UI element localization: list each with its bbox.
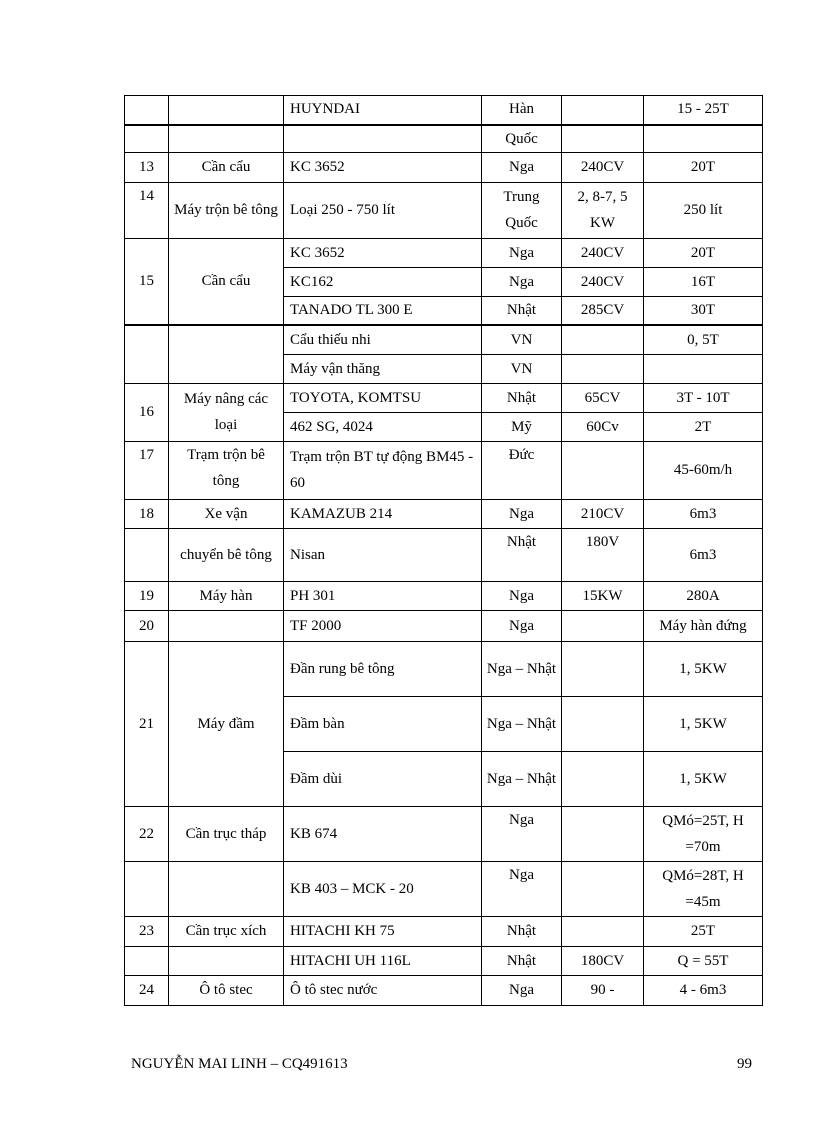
- power: [562, 916, 644, 946]
- capacity: 0, 5T: [644, 325, 763, 354]
- power: 240CV: [562, 238, 644, 267]
- capacity: 250 lít: [644, 182, 763, 238]
- equipment-name: Máy vận thăng: [284, 354, 482, 383]
- row-number: 22: [125, 806, 169, 861]
- capacity: 1, 5KW: [644, 696, 763, 751]
- equipment-name: TANADO TL 300 E: [284, 296, 482, 325]
- origin: VN: [482, 325, 562, 354]
- equipment-name: Đần rung bê tông: [284, 641, 482, 696]
- origin: Nga: [482, 861, 562, 916]
- origin: Nhật: [482, 296, 562, 325]
- power: [562, 96, 644, 125]
- origin: Nga: [482, 267, 562, 296]
- origin: Nga: [482, 499, 562, 528]
- capacity: 15 - 25T: [644, 96, 763, 125]
- equipment-type: Xe vận: [169, 499, 284, 528]
- equipment-type: Máy hàn: [169, 581, 284, 610]
- equipment-type: [169, 125, 284, 153]
- equipment-name: Trạm trộn BT tự động BM45 - 60: [284, 441, 482, 499]
- table-row: [125, 441, 763, 499]
- equipment-name: Nisan: [284, 528, 482, 581]
- row-number: [125, 96, 169, 125]
- origin: Đức: [482, 441, 562, 499]
- capacity: 6m3: [644, 499, 763, 528]
- table-row: [125, 528, 763, 581]
- power: 240CV: [562, 267, 644, 296]
- power: 210CV: [562, 499, 644, 528]
- equipment-type: Cần cẩu: [169, 238, 284, 325]
- power: 65CV: [562, 383, 644, 412]
- equipment-name: TOYOTA, KOMTSU: [284, 383, 482, 412]
- origin: Nga: [482, 610, 562, 641]
- equipment-type: Cần trục tháp: [169, 806, 284, 861]
- origin: Nhật: [482, 383, 562, 412]
- capacity: [644, 354, 763, 383]
- equipment-name: PH 301: [284, 581, 482, 610]
- row-number: 14: [125, 182, 169, 238]
- power: 180CV: [562, 946, 644, 975]
- row-number: 23: [125, 916, 169, 946]
- origin: Nga – Nhật: [482, 696, 562, 751]
- equipment-type: Máy nâng các loại: [169, 383, 284, 441]
- equipment-name: HUYNDAI: [284, 96, 482, 125]
- equipment-type: [169, 610, 284, 641]
- row-number: 15: [125, 238, 169, 325]
- capacity: 45-60m/h: [644, 441, 763, 499]
- equipment-type: Cần trục xích: [169, 916, 284, 946]
- capacity: 280A: [644, 581, 763, 610]
- equipment-name: Đầm dùi: [284, 751, 482, 806]
- power: [562, 610, 644, 641]
- equipment-name: KC162: [284, 267, 482, 296]
- equipment-name: TF 2000: [284, 610, 482, 641]
- equipment-type: Cần cẩu: [169, 152, 284, 182]
- capacity: 1, 5KW: [644, 751, 763, 806]
- power: [562, 641, 644, 696]
- equipment-name: Đầm bàn: [284, 696, 482, 751]
- power: [562, 861, 644, 916]
- equipment-type: Ô tô stec: [169, 975, 284, 1005]
- power: [562, 125, 644, 153]
- power: [562, 325, 644, 354]
- table-row: [125, 861, 763, 916]
- origin: Quốc: [482, 125, 562, 153]
- capacity: Q = 55T: [644, 946, 763, 975]
- power: [562, 354, 644, 383]
- power: 90 -: [562, 975, 644, 1005]
- power: [562, 696, 644, 751]
- power: 285CV: [562, 296, 644, 325]
- row-number: 16: [125, 383, 169, 441]
- capacity: QMó=28T, H =45m: [644, 861, 763, 916]
- equipment-table: [124, 95, 763, 1006]
- capacity: 16T: [644, 267, 763, 296]
- power: 240CV: [562, 152, 644, 182]
- origin: Nga: [482, 238, 562, 267]
- origin: Mỹ: [482, 412, 562, 441]
- origin: Nga: [482, 152, 562, 182]
- row-number: [125, 325, 169, 383]
- capacity: 30T: [644, 296, 763, 325]
- table-row: [125, 806, 763, 861]
- capacity: 20T: [644, 152, 763, 182]
- power: [562, 806, 644, 861]
- row-number: 18: [125, 499, 169, 528]
- table-row: [125, 499, 763, 528]
- capacity: Máy hàn đứng: [644, 610, 763, 641]
- capacity: 2T: [644, 412, 763, 441]
- equipment-name: KAMAZUB 214: [284, 499, 482, 528]
- table-row: [125, 975, 763, 1005]
- row-number: [125, 946, 169, 975]
- equipment-name: KB 403 – MCK - 20: [284, 861, 482, 916]
- row-number: 21: [125, 641, 169, 806]
- power: [562, 751, 644, 806]
- equipment-name: [284, 125, 482, 153]
- equipment-name: Ô tô stec nước: [284, 975, 482, 1005]
- equipment-name: KC 3652: [284, 152, 482, 182]
- capacity: [644, 125, 763, 153]
- table-row: [125, 916, 763, 946]
- table-row: [125, 325, 763, 354]
- table-row: [125, 581, 763, 610]
- origin: Nhật: [482, 916, 562, 946]
- origin: Hàn: [482, 96, 562, 125]
- power: [562, 441, 644, 499]
- capacity: 25T: [644, 916, 763, 946]
- row-number: [125, 861, 169, 916]
- capacity: QMó=25T, H =70m: [644, 806, 763, 861]
- equipment-name: Loại 250 - 750 lít: [284, 182, 482, 238]
- equipment-type: [169, 861, 284, 916]
- table-row: [125, 383, 763, 412]
- origin: Nga – Nhật: [482, 641, 562, 696]
- origin: Trung Quốc: [482, 182, 562, 238]
- origin: Nga: [482, 806, 562, 861]
- power: 2, 8-7, 5 KW: [562, 182, 644, 238]
- equipment-name: KC 3652: [284, 238, 482, 267]
- table-row: [125, 641, 763, 696]
- origin: Nga – Nhật: [482, 751, 562, 806]
- row-number: 19: [125, 581, 169, 610]
- equipment-type: Máy đầm: [169, 641, 284, 806]
- equipment-type: Máy trộn bê tông: [169, 182, 284, 238]
- equipment-name: HITACHI KH 75: [284, 916, 482, 946]
- table-row: [125, 946, 763, 975]
- power: 60Cv: [562, 412, 644, 441]
- origin: Nga: [482, 975, 562, 1005]
- power: 180V: [562, 528, 644, 581]
- capacity: 4 - 6m3: [644, 975, 763, 1005]
- origin: Nhật: [482, 946, 562, 975]
- equipment-name: Cẩu thiếu nhi: [284, 325, 482, 354]
- equipment-type: Trạm trộn bê tông: [169, 441, 284, 499]
- capacity: 3T - 10T: [644, 383, 763, 412]
- origin: Nhật: [482, 528, 562, 581]
- footer-author: NGUYỄN MAI LINH – CQ491613: [131, 1056, 348, 1072]
- capacity: 1, 5KW: [644, 641, 763, 696]
- equipment-name: 462 SG, 4024: [284, 412, 482, 441]
- origin: VN: [482, 354, 562, 383]
- power: 15KW: [562, 581, 644, 610]
- equipment-type: chuyển bê tông: [169, 528, 284, 581]
- equipment-name: HITACHI UH 116L: [284, 946, 482, 975]
- table-row: [125, 152, 763, 182]
- capacity: 6m3: [644, 528, 763, 581]
- origin: Nga: [482, 581, 562, 610]
- row-number: [125, 125, 169, 153]
- row-number: 24: [125, 975, 169, 1005]
- row-number: 17: [125, 441, 169, 499]
- row-number: 20: [125, 610, 169, 641]
- table-row: [125, 125, 763, 153]
- page-number: 99: [737, 1056, 752, 1072]
- equipment-name: KB 674: [284, 806, 482, 861]
- table-row: [125, 182, 763, 238]
- table-row: [125, 610, 763, 641]
- equipment-type: [169, 96, 284, 125]
- row-number: 13: [125, 152, 169, 182]
- equipment-type: [169, 946, 284, 975]
- table-row: [125, 96, 763, 125]
- capacity: 20T: [644, 238, 763, 267]
- row-number: [125, 528, 169, 581]
- table-row: [125, 238, 763, 267]
- equipment-type: [169, 325, 284, 383]
